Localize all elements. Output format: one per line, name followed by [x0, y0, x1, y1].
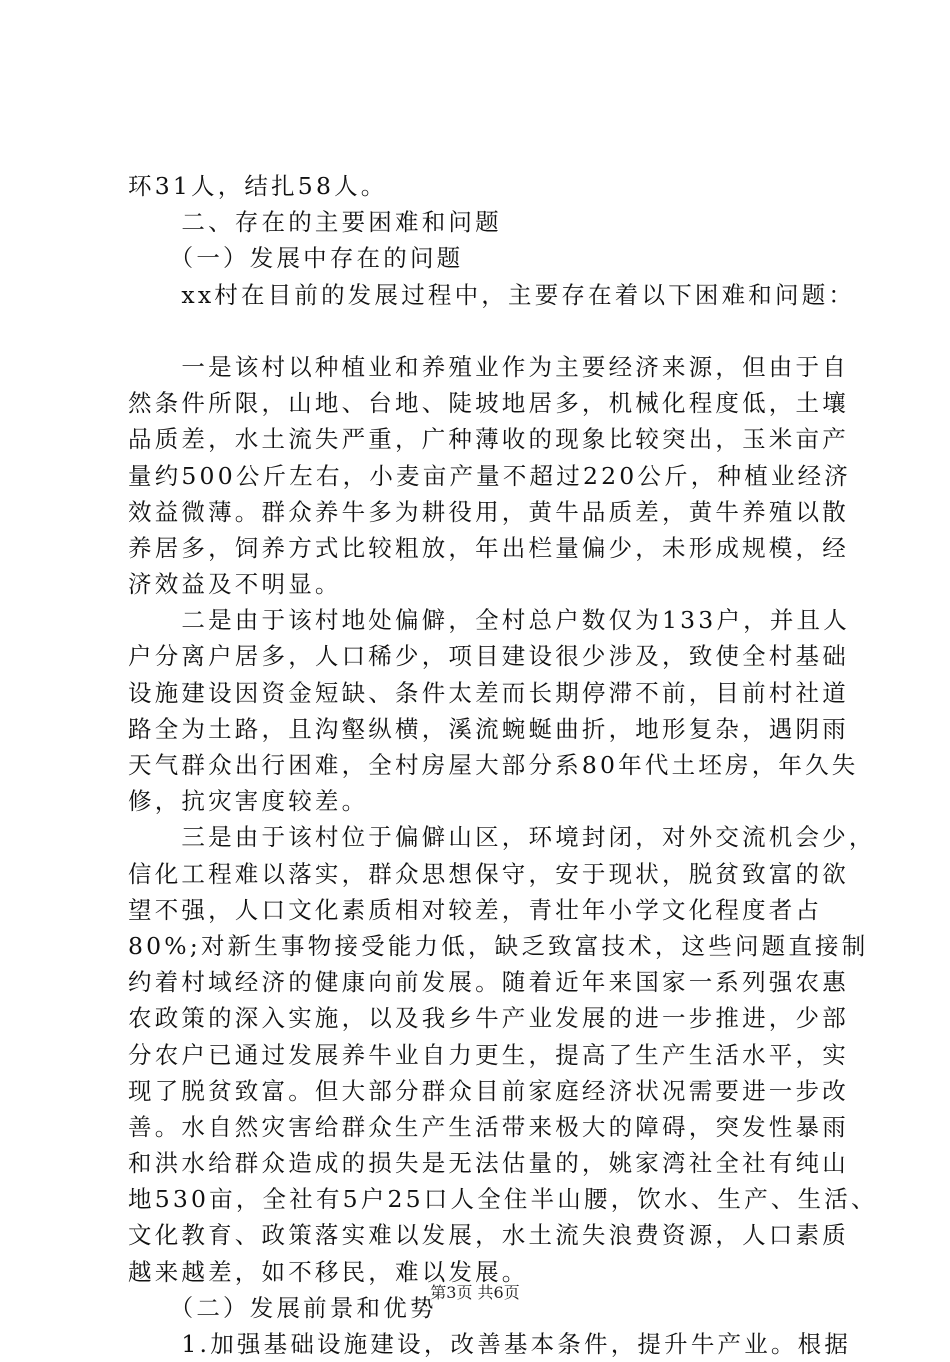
text-line: 农政策的深入实施，以及我乡牛产业发展的进一步推进，少部	[128, 1004, 849, 1033]
text-line: 1.加强基础设施建设，改善基本条件，提升牛产业。根据	[128, 1330, 852, 1358]
page-number: 第3页 共6页	[430, 1283, 520, 1302]
text-line: 分农户已通过发展养牛业自力更生，提高了生产生活水平，实	[128, 1040, 849, 1069]
text-line: 济效益及不明显。	[128, 570, 342, 599]
text-line: 一是该村以种植业和养殖业作为主要经济来源，但由于自	[128, 352, 849, 381]
page-footer	[0, 1283, 950, 1303]
text-line: 路全为土路，且沟壑纵横，溪流蜿蜒曲折，地形复杂，遇阴雨	[128, 714, 849, 743]
text-line: 信化工程难以落实，群众思想保守，安于现状，脱贫致富的欲	[128, 859, 849, 888]
text-line: 约着村域经济的健康向前发展。随着近年来国家一系列强农惠	[128, 968, 849, 997]
text-line: 天气群众出行困难，全村房屋大部分系80年代土坯房，年久失	[128, 751, 859, 779]
text-line: 户分离户居多，人口稀少，项目建设很少涉及，致使全村基础	[128, 642, 849, 671]
text-line: 地530亩，全社有5户25口人全住半山腰，饮水、生产、生活、	[128, 1185, 878, 1214]
text-line: 设施建设因资金短缺、条件太差而长期停滞不前，目前村社道	[128, 678, 849, 707]
subsection-heading: （一）发展中存在的问题	[128, 244, 464, 273]
text-line: 文化教育、政策落实难以发展，水土流失浪费资源，人口素质	[128, 1221, 849, 1250]
text-line: xx村在目前的发展过程中，主要存在着以下困难和问题：	[128, 280, 856, 309]
text-line: 越来越差，如不移民，难以发展。	[128, 1257, 529, 1286]
section-heading: 二、存在的主要困难和问题	[128, 208, 502, 237]
text-line: 效益微薄。群众养牛多为耕役用，黄牛品质差，黄牛养殖以散	[128, 497, 849, 526]
body-text	[128, 168, 878, 1362]
text-line: 二是由于该村地处偏僻，全村总户数仅为133户，并且人	[128, 606, 850, 635]
text-line: 80%;对新生事物接受能力低，缺乏致富技术，这些问题直接制	[128, 931, 869, 960]
subsection-heading: （二）发展前景和优势	[128, 1293, 437, 1322]
text-line: 三是由于该村位于偏僻山区，环境封闭，对外交流机会少，	[128, 823, 876, 852]
text-line: 修，抗灾害度较差。	[128, 787, 369, 816]
text-line: 环31人，结扎58人。	[128, 172, 388, 200]
text-line: 望不强，人口文化素质相对较差，青壮年小学文化程度者占	[128, 895, 823, 924]
text-line: 然条件所限，山地、台地、陡坡地居多，机械化程度低，土壤	[128, 389, 849, 418]
text-line: 品质差，水土流失严重，广种薄收的现象比较突出，玉米亩产	[128, 425, 849, 454]
text-line: 现了脱贫致富。但大部分群众目前家庭经济状况需要进一步改	[128, 1076, 849, 1105]
text-line: 善。水自然灾害给群众生产生活带来极大的障碍，突发性暴雨	[128, 1112, 849, 1141]
blank-line	[128, 313, 828, 349]
text-line: 量约500公斤左右，小麦亩产量不超过220公斤，种植业经济	[128, 461, 852, 490]
text-line: 和洪水给群众造成的损失是无法估量的，姚家湾社全社有纯山	[128, 1149, 849, 1178]
text-line: 养居多，饲养方式比较粗放，年出栏量偏少，未形成规模，经	[128, 533, 849, 562]
